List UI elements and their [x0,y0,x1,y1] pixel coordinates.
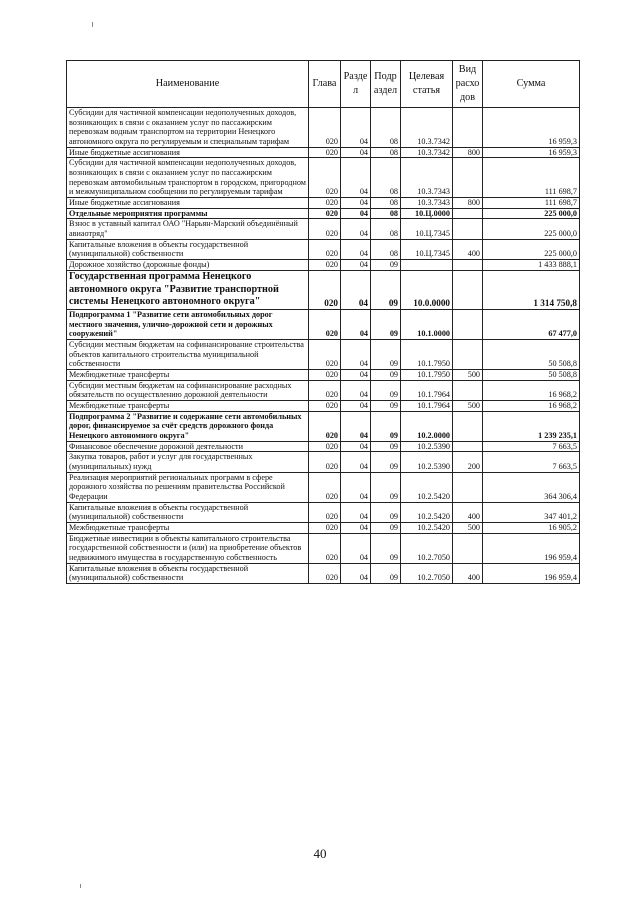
cell-sum: 1 314 750,8 [483,270,580,309]
header-podrazdel: Подр аздел [371,61,401,108]
cell-razdel: 04 [341,198,371,209]
cell-sum: 67 477,0 [483,310,580,340]
cell-sum: 111 698,7 [483,158,580,198]
cell-glava: 020 [309,563,341,583]
cell-vid [453,310,483,340]
cell-glava: 020 [309,441,341,452]
cell-podrazdel: 09 [371,401,401,412]
cell-glava: 020 [309,260,341,271]
cell-podrazdel: 09 [371,260,401,271]
cell-vid [453,108,483,148]
cell-glava: 020 [309,239,341,259]
table-row [67,270,580,309]
cell-glava: 020 [309,310,341,340]
cell-podrazdel: 09 [371,533,401,563]
cell-glava: 020 [309,198,341,209]
cell-article: 10.2.5390 [401,441,453,452]
cell-podrazdel: 09 [371,563,401,583]
cell-razdel: 04 [341,441,371,452]
cell-podrazdel: 09 [371,452,401,472]
cell-sum: 364 306,4 [483,472,580,502]
cell-podrazdel: 08 [371,147,401,158]
cell-article: 10.2.5420 [401,472,453,502]
cell-article: 10.2.0000 [401,411,453,441]
cell-name: Межбюджетные трансферты [67,523,309,534]
header-sum: Сумма [483,61,580,108]
cell-glava: 020 [309,452,341,472]
table-row [67,310,580,340]
table-header-row [67,61,580,108]
cell-sum: 225 000,0 [483,208,580,219]
cell-sum: 196 959,4 [483,563,580,583]
cell-vid [453,208,483,219]
table-row [67,502,580,522]
cell-name: Иные бюджетные ассигнования [67,198,309,209]
cell-article: 10.1.7950 [401,370,453,381]
cell-vid: 800 [453,147,483,158]
cell-vid [453,158,483,198]
cell-sum: 347 401,2 [483,502,580,522]
cell-vid [453,411,483,441]
cell-name: Капитальные вложения в объекты государственной (муниципальной) собственности [67,563,309,583]
cell-name: Реализация мероприятий региональных программ в сфере дорожного хозяйства по решениям правительства Российской Федерации [67,472,309,502]
cell-name: Субсидии местным бюджетам на софинансирование расходных обязательств по осуществлению дорожной деятельности [67,380,309,400]
cell-vid [453,270,483,309]
table-row [67,260,580,271]
cell-glava: 020 [309,411,341,441]
cell-vid: 800 [453,198,483,209]
cell-razdel: 04 [341,239,371,259]
cell-podrazdel: 08 [371,108,401,148]
cell-article: 10.3.7342 [401,108,453,148]
table-row [67,108,580,148]
cell-name: Субсидии для частичной компенсации недополученных доходов, возникающих в связи с оказанием услуг по пассажирским перевозкам автомобильным транспортом в городском, пригородном и межмуниципальном сообщении по регулируемым тарифам [67,158,309,198]
cell-name: Субсидии для частичной компенсации недополученных доходов, возникающих в связи с оказанием услуг по пассажирским перевозкам водным транспортом на территории Ненецкого автономного округа по регулируемым и специальным тарифам [67,108,309,148]
cell-glava: 020 [309,370,341,381]
cell-glava: 020 [309,523,341,534]
cell-razdel: 04 [341,108,371,148]
cell-name: Межбюджетные трансферты [67,401,309,412]
cell-article: 10.1.7950 [401,340,453,370]
cell-podrazdel: 09 [371,310,401,340]
cell-article: 10.2.5420 [401,523,453,534]
cell-podrazdel: 09 [371,380,401,400]
cell-vid: 400 [453,502,483,522]
table-row [67,370,580,381]
cell-vid [453,472,483,502]
table-row [67,523,580,534]
cell-article: 10.3.7343 [401,198,453,209]
cell-glava: 020 [309,472,341,502]
table-row [67,401,580,412]
cell-podrazdel: 08 [371,239,401,259]
header-article: Целевая статья [401,61,453,108]
cell-sum: 16 968,2 [483,401,580,412]
cell-glava: 020 [309,158,341,198]
header-razdel: Разде л [341,61,371,108]
cell-vid [453,340,483,370]
cell-article: 10.1.0000 [401,310,453,340]
cell-sum: 196 959,4 [483,533,580,563]
cell-article: 10.2.5390 [401,452,453,472]
cell-glava: 020 [309,401,341,412]
cell-name: Взнос в уставный капитал ОАО "Нарьян-Марский объединённый авиаотряд" [67,219,309,239]
cell-podrazdel: 08 [371,198,401,209]
table-row [67,380,580,400]
cell-razdel: 04 [341,411,371,441]
cell-name: Субсидии местным бюджетам на софинансирование строительства объектов капитального строительства муниципальной собственности [67,340,309,370]
table-row [67,147,580,158]
scan-speck [80,884,81,888]
cell-vid [453,441,483,452]
cell-name: Капитальные вложения в объекты государственной (муниципальной) собственности [67,502,309,522]
table-row [67,411,580,441]
table-row [67,239,580,259]
cell-glava: 020 [309,502,341,522]
cell-razdel: 04 [341,158,371,198]
table-row [67,563,580,583]
cell-vid [453,219,483,239]
cell-vid: 400 [453,239,483,259]
cell-name: Закупка товаров, работ и услуг для государственных (муниципальных) нужд [67,452,309,472]
cell-name: Государственная программа Ненецкого автономного округа "Развитие транспортной системы Ненецкого автономного округа" [67,270,309,309]
header-name: Наименование [67,61,309,108]
cell-razdel: 04 [341,370,371,381]
table-row [67,340,580,370]
cell-vid [453,380,483,400]
cell-razdel: 04 [341,472,371,502]
cell-glava: 020 [309,147,341,158]
cell-sum: 50 508,8 [483,340,580,370]
cell-glava: 020 [309,380,341,400]
cell-glava: 020 [309,270,341,309]
cell-name: Капитальные вложения в объекты государственной (муниципальной) собственности [67,239,309,259]
cell-article: 10.2.5420 [401,502,453,522]
cell-sum: 225 000,0 [483,239,580,259]
table-row [67,472,580,502]
cell-vid: 500 [453,523,483,534]
cell-sum: 16 968,2 [483,380,580,400]
cell-glava: 020 [309,208,341,219]
cell-sum: 1 239 235,1 [483,411,580,441]
cell-podrazdel: 09 [371,472,401,502]
table-row [67,158,580,198]
table-row [67,208,580,219]
budget-table [66,60,580,584]
page-number: 40 [313,846,327,861]
table-row [67,219,580,239]
cell-vid: 200 [453,452,483,472]
cell-podrazdel: 09 [371,270,401,309]
cell-podrazdel: 08 [371,208,401,219]
cell-article: 10.Ц.7345 [401,239,453,259]
cell-podrazdel: 09 [371,523,401,534]
cell-razdel: 04 [341,563,371,583]
cell-razdel: 04 [341,523,371,534]
cell-sum: 7 663,5 [483,452,580,472]
cell-name: Подпрограмма 1 "Развитие сети автомобильных дорог местного значения, улично-дорожной сети и дорожных сооружений" [67,310,309,340]
cell-article: 10.Ц.7345 [401,219,453,239]
cell-sum: 16 959,3 [483,147,580,158]
cell-sum: 16 959,3 [483,108,580,148]
cell-podrazdel: 08 [371,219,401,239]
header-glava: Глава [309,61,341,108]
table-body [67,108,580,584]
cell-article: 10.2.7050 [401,533,453,563]
cell-sum: 16 905,2 [483,523,580,534]
cell-razdel: 04 [341,219,371,239]
cell-sum: 1 433 888,1 [483,260,580,271]
cell-sum: 225 000,0 [483,219,580,239]
cell-vid: 500 [453,401,483,412]
cell-podrazdel: 09 [371,340,401,370]
cell-article: 10.0.0000 [401,270,453,309]
cell-sum: 7 663,5 [483,441,580,452]
cell-razdel: 04 [341,270,371,309]
cell-glava: 020 [309,108,341,148]
cell-vid: 500 [453,370,483,381]
cell-name: Дорожное хозяйство (дорожные фонды) [67,260,309,271]
cell-podrazdel: 09 [371,502,401,522]
cell-article: 10.2.7050 [401,563,453,583]
cell-podrazdel: 09 [371,370,401,381]
table-row [67,533,580,563]
scan-speck [92,22,93,27]
cell-razdel: 04 [341,502,371,522]
cell-razdel: 04 [341,452,371,472]
cell-razdel: 04 [341,401,371,412]
header-vid: Вид расхо дов [453,61,483,108]
cell-sum: 111 698,7 [483,198,580,209]
cell-name: Подпрограмма 2 "Развитие и содержание сети автомобильных дорог, финансируемое за счёт средств дорожного фонда Ненецкого автономного округа" [67,411,309,441]
cell-name: Финансовое обеспечение дорожной деятельности [67,441,309,452]
cell-article [401,260,453,271]
cell-name: Иные бюджетные ассигнования [67,147,309,158]
table-row [67,198,580,209]
cell-name: Бюджетные инвестиции в объекты капитального строительства государственной собственности и (или) на приобретение объектов недвижимого имущества в государственную собственность [67,533,309,563]
cell-glava: 020 [309,219,341,239]
cell-vid [453,260,483,271]
cell-glava: 020 [309,340,341,370]
table-row [67,452,580,472]
cell-article: 10.3.7342 [401,147,453,158]
cell-article: 10.Ц.0000 [401,208,453,219]
cell-article: 10.3.7343 [401,158,453,198]
cell-podrazdel: 09 [371,411,401,441]
cell-razdel: 04 [341,340,371,370]
cell-podrazdel: 09 [371,441,401,452]
cell-glava: 020 [309,533,341,563]
cell-razdel: 04 [341,310,371,340]
cell-razdel: 04 [341,533,371,563]
cell-razdel: 04 [341,380,371,400]
cell-podrazdel: 08 [371,158,401,198]
cell-razdel: 04 [341,208,371,219]
cell-razdel: 04 [341,260,371,271]
cell-article: 10.1.7964 [401,380,453,400]
cell-vid: 400 [453,563,483,583]
cell-vid [453,533,483,563]
cell-article: 10.1.7964 [401,401,453,412]
cell-razdel: 04 [341,147,371,158]
cell-name: Межбюджетные трансферты [67,370,309,381]
cell-sum: 50 508,8 [483,370,580,381]
table-row [67,441,580,452]
cell-name: Отдельные мероприятия программы [67,208,309,219]
